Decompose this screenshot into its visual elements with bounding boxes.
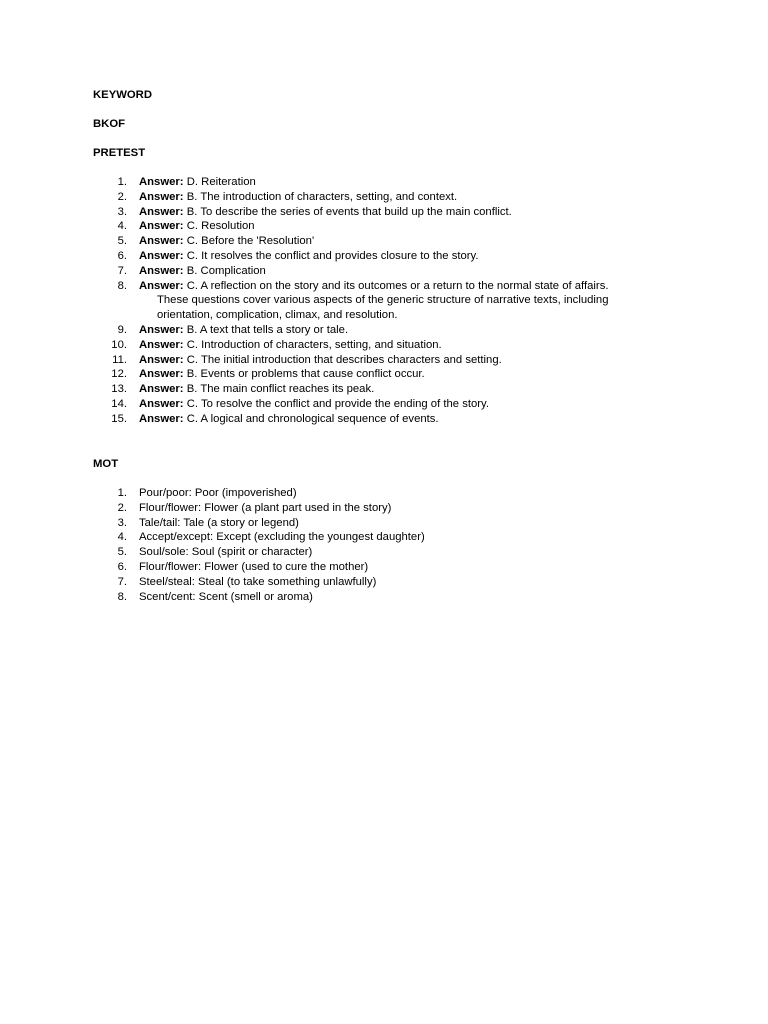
answer-text: C. Resolution: [186, 220, 255, 233]
mot-text: Accept/except: Except (excluding the youngest daughter): [139, 531, 425, 544]
list-item: [93, 545, 425, 560]
list-item: [93, 234, 608, 249]
item-number: 3.: [117, 516, 127, 529]
list-item: [93, 205, 608, 220]
list-item: [93, 501, 425, 516]
answer-text: B. To describe the series of events that build up the main conflict.: [186, 205, 512, 218]
item-number: 5.: [117, 546, 127, 559]
answer-text: B. The introduction of characters, setting, and context.: [186, 190, 458, 203]
list-item: [93, 249, 608, 264]
item-number: 2.: [117, 501, 127, 514]
answer-text: D. Reiteration: [186, 176, 256, 188]
answer-label: Answer:: [139, 323, 184, 336]
mot-text: Flour/flower: Flower (used to cure the mother): [139, 560, 369, 573]
answer-label: Answer:: [139, 176, 184, 188]
list-item: [93, 560, 425, 575]
list-item: [93, 353, 608, 368]
answer-continuation: orientation, complication, climax, and resolution.: [157, 309, 398, 322]
item-number: 5.: [117, 235, 127, 248]
list-item: [93, 338, 608, 353]
answer-label: Answer:: [139, 279, 184, 292]
answer-label: Answer:: [139, 368, 184, 381]
item-number: 15.: [111, 412, 127, 425]
item-number: 6.: [117, 249, 127, 262]
list-item: [93, 382, 608, 397]
answer-label: Answer:: [139, 235, 184, 248]
answer-label: Answer:: [139, 205, 184, 218]
answer-continuation: These questions cover various aspects of the generic structure of narrative texts, including: [157, 294, 609, 307]
item-number: 7.: [117, 575, 127, 588]
item-number: 14.: [111, 397, 127, 410]
answer-text: C. It resolves the conflict and provides closure to the story.: [186, 249, 479, 262]
answer-label: Answer:: [139, 353, 184, 366]
mot-text: Flour/flower: Flower (a plant part used in the story): [139, 501, 392, 514]
answer-text: C. A reflection on the story and its outcomes or a return to the normal state of affairs.: [186, 279, 609, 292]
answer-label: Answer:: [139, 338, 184, 351]
list-item: [93, 175, 608, 190]
list-item: [93, 412, 608, 427]
item-number: 1.: [117, 176, 127, 188]
list-item: [93, 590, 425, 605]
answer-label: Answer:: [139, 412, 184, 425]
heading-pretest: PRETEST: [93, 147, 146, 159]
item-number: 9.: [117, 323, 127, 336]
item-number: 11.: [112, 353, 127, 366]
answer-text: C. Introduction of characters, setting, and situation.: [186, 338, 442, 351]
answer-label: Answer:: [139, 249, 184, 262]
list-item: [93, 530, 425, 545]
item-number: 4.: [117, 531, 127, 544]
list-item: [93, 516, 425, 531]
pretest-answer-list: [93, 175, 608, 427]
answer-label: Answer:: [139, 383, 184, 396]
answer-text: B. A text that tells a story or tale.: [186, 323, 349, 336]
item-number: 1.: [117, 487, 127, 499]
list-item: [93, 264, 608, 279]
answer-text: C. Before the 'Resolution': [186, 235, 315, 248]
list-item: [93, 367, 608, 382]
item-number: 3.: [117, 205, 127, 218]
answer-label: Answer:: [139, 397, 184, 410]
answer-text: B. Complication: [186, 264, 266, 277]
answer-text: C. To resolve the conflict and provide the ending of the story.: [186, 397, 489, 410]
heading-bkof: BKOF: [93, 118, 126, 130]
item-number: 2.: [117, 190, 127, 203]
answer-text: C. The initial introduction that describes characters and setting.: [186, 353, 502, 366]
item-number: 8.: [117, 590, 127, 603]
item-number: 8.: [117, 279, 127, 292]
list-item: [93, 323, 608, 338]
mot-text: Steel/steal: Steal (to take something unlawfully): [139, 575, 377, 588]
item-number: 12.: [111, 368, 127, 381]
answer-text: B. The main conflict reaches its peak.: [186, 383, 375, 396]
mot-text: Tale/tail: Tale (a story or legend): [139, 516, 299, 529]
heading-mot: MOT: [93, 458, 119, 470]
heading-keyword: KEYWORD: [93, 89, 152, 101]
mot-list: [93, 486, 425, 604]
list-item: [93, 190, 608, 205]
list-item: [93, 486, 425, 501]
item-number: 6.: [117, 560, 127, 573]
answer-label: Answer:: [139, 264, 184, 277]
list-item: [93, 575, 425, 590]
item-number: 13.: [111, 383, 127, 396]
list-item: [93, 397, 608, 412]
list-item: [93, 219, 608, 234]
mot-text: Soul/sole: Soul (spirit or character): [139, 546, 313, 559]
item-number: 4.: [117, 220, 127, 233]
answer-text: C. A logical and chronological sequence of events.: [186, 412, 439, 425]
answer-label: Answer:: [139, 190, 184, 203]
answer-text: B. Events or problems that cause conflict occur.: [186, 368, 425, 381]
answer-label: Answer:: [139, 220, 184, 233]
item-number: 10.: [111, 338, 127, 351]
mot-text: Pour/poor: Poor (impoverished): [139, 487, 297, 499]
mot-text: Scent/cent: Scent (smell or aroma): [139, 590, 313, 603]
item-number: 7.: [117, 264, 127, 277]
list-item: [93, 279, 608, 323]
